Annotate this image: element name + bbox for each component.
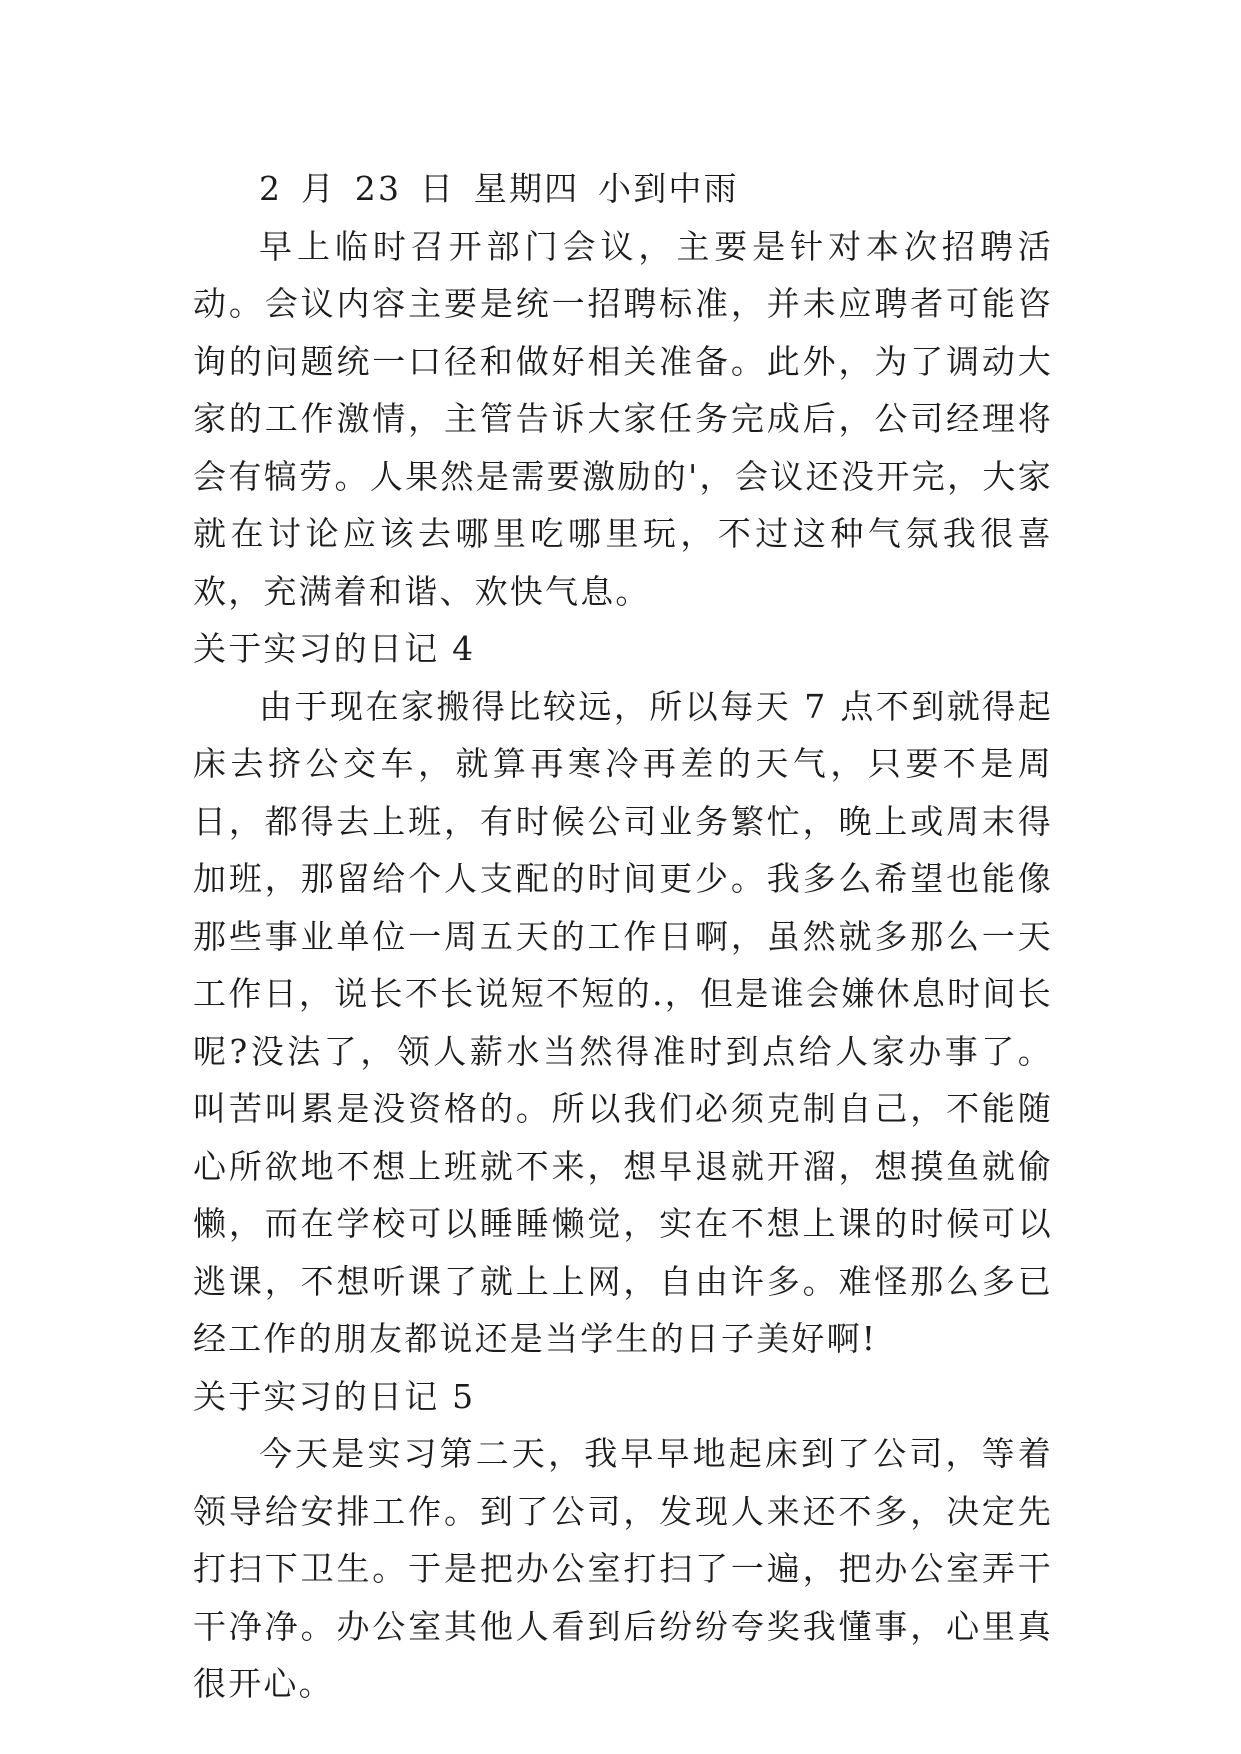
section-title: 关于实习的日记 4 xyxy=(193,629,476,668)
diary-paragraph: 今天是实习第二天，我早早地起床到了公司，等着领导给安排工作。到了公司，发现人来还不多，决定先打扫下卫生。于是把办公室打扫了一遍，把办公室弄干干净净。办公室其他人看到后纷纷夸奖我懂事，心里真很开心。 xyxy=(193,1434,1053,1703)
diary-date-line: 2 月 23 日 星期四 小到中雨 xyxy=(259,169,739,208)
diary-paragraph: 早上临时召开部门会议，主要是针对本次招聘活动。会议内容主要是统一招聘标准，并未应聘者可能咨询的问题统一口径和做好相关准备。此外，为了调动大家的工作激情，主管告诉大家任务完成后，公司经理将会有犒劳。人果然是需要激励的'，会议还没开完，大家就在讨论应该去哪里吃哪里玩，不过这种气氛我很喜欢，充满着和谐、欢快气息。 xyxy=(193,226,1053,611)
document-body xyxy=(193,160,1053,1713)
section-title: 关于实习的日记 5 xyxy=(193,1376,476,1416)
diary-paragraph: 由于现在家搬得比较远，所以每天 7 点不到就得起床去挤公交车，就算再寒冷再差的天气，只要不是周日，都得去上班，有时候公司业务繁忙，晚上或周末得加班，那留给个人支配的时间更少。我多么希望也能像那些事业单位一周五天的工作日啊，虽然就多那么一天工作日，说长不长说短不短的.，但是谁会嫌休息时间长呢?没法了，领人薪水当然得准时到点给人家办事了。叫苦叫累是没资格的。所以我们必须克制自己，不能随心所欲地不想上班就不来，想早退就开溜，想摸鱼就偷懒，而在学校可以睡睡懒觉，实在不想上课的时候可以逃课，不想听课了就上上网，自由许多。难怪那么多已经工作的朋友都说还是当学生的日子美好啊! xyxy=(193,686,1053,1358)
